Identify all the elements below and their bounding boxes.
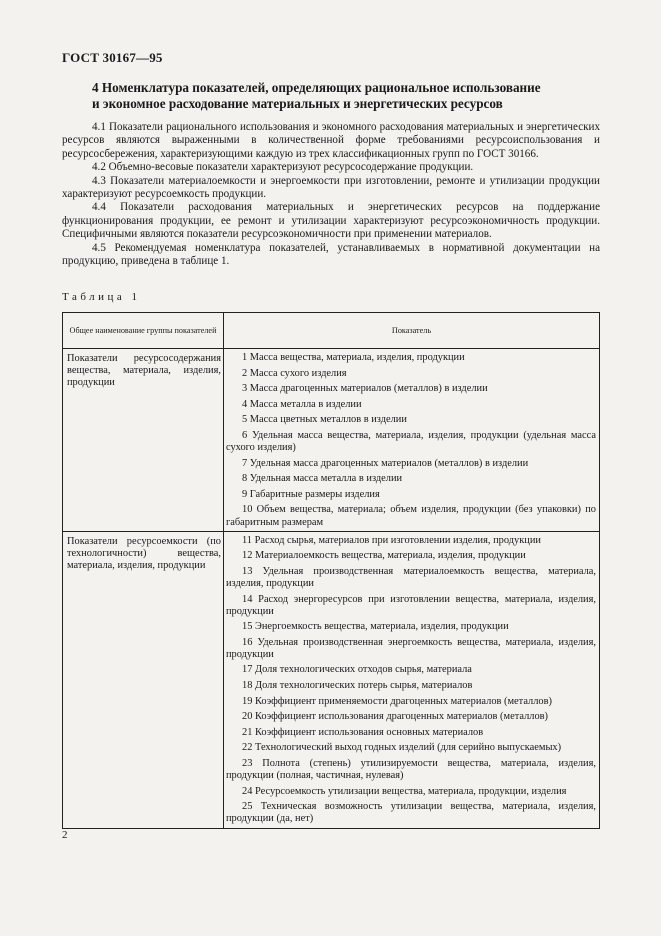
- page-number: 2: [62, 829, 68, 841]
- indicator-item: 16 Удельная производственная энергоемкость вещества, материала, изделия, продукции: [226, 636, 596, 660]
- section-title-line-1: 4 Номенклатура показателей, определяющих рациональное использование: [92, 80, 541, 95]
- indicator-item: 6 Удельная масса вещества, материала, изделия, продукции (удельная масса сухого изделия): [226, 429, 596, 454]
- indicator-item: 25 Техническая возможность утилизации вещества, материала, изделия, продукции (да, нет): [226, 801, 596, 825]
- indicator-list-cell: [224, 349, 600, 532]
- indicator-item: 14 Расход энергоресурсов при изготовлении вещества, материала, изделия, продукции: [226, 593, 596, 617]
- body-text: [62, 121, 600, 268]
- indicator-item: 5 Масса цветных металлов в изделии: [242, 414, 407, 426]
- paragraph-4-4: 4.4 Показатели расходования материальных и энергетических ресурсов на поддержание функционирования продукции, ее ремонт и утилизации характеризуют ресурсоэкономичность продукции. Специфичными являются показатели ресурсоэкономичности при применении материалов.: [62, 201, 600, 241]
- paragraph-4-2: 4.2 Объемно-весовые показатели характеризуют ресурсосодержание продукции.: [92, 161, 474, 174]
- table-row: [63, 531, 600, 828]
- indicator-item: 9 Габаритные размеры изделия: [242, 488, 380, 500]
- indicator-item: 18 Доля технологических потерь сырья, материалов: [242, 680, 473, 692]
- header-indicator: Показатель: [224, 313, 600, 349]
- indicators-table: [62, 312, 600, 829]
- indicator-item: 24 Ресурсоемкость утилизации вещества, материала, продукции, изделия: [242, 785, 567, 797]
- indicator-item: 1 Масса вещества, материала, изделия, продукции: [242, 352, 465, 363]
- indicator-item: 17 Доля технологических отходов сырья, материала: [242, 664, 472, 676]
- section-title-line-2: и экономное расходование материальных и энергетических ресурсов: [92, 96, 503, 111]
- indicator-item: 13 Удельная производственная материалоемкость вещества, материала, изделия, продукции: [226, 565, 596, 589]
- doc-header: ГОСТ 30167—95: [62, 50, 163, 65]
- indicator-item: 19 Коэффициент применяемости драгоценных материалов (металлов): [242, 695, 552, 707]
- indicator-item: 21 Коэффициент использования основных материалов: [242, 726, 484, 738]
- paragraph-4-1: 4.1 Показатели рационального использования и экономного расходования материальных и энергетических ресурсов являются выраженными в количественной форме требованиями ресурсоиспользования и ресурсосбережения, характеризующими каждую из трех классификационных групп по ГОСТ 30166.: [62, 121, 600, 160]
- indicator-item: 8 Удельная масса металла в изделии: [242, 473, 403, 485]
- indicator-item: 10 Объем вещества, материала; объем изделия, продукции (без упаковки) по габаритным размерам: [226, 504, 596, 528]
- table-header-row: [63, 313, 600, 349]
- group-name-cell: [63, 349, 224, 532]
- table-caption: Таблица 1: [62, 291, 141, 303]
- section-title: [92, 80, 612, 112]
- indicator-item: 22 Технологический выход годных изделий (для серийно выпускаемых): [242, 742, 562, 754]
- indicator-item: 4 Масса металла в изделии: [242, 398, 362, 410]
- group-name-cell: [63, 531, 224, 828]
- indicator-item: 20 Коэффициент использования драгоценных материалов (металлов): [242, 711, 549, 723]
- indicator-list-cell: [224, 531, 600, 828]
- paragraph-4-3: 4.3 Показатели материалоемкости и энергоемкости при изготовлении, ремонте и утилизации продукции характеризуют ресурсоемкость продукции.: [62, 174, 600, 201]
- indicator-item: 12 Материалоемкость вещества, материала, изделия, продукции: [242, 550, 526, 562]
- header-group-name: Общее наименование группы показателей: [63, 313, 224, 349]
- indicator-item: 7 Удельная масса драгоценных материалов (металлов) в изделии: [242, 457, 529, 469]
- indicator-item: 3 Масса драгоценных материалов (металлов) в изделии: [242, 383, 488, 395]
- indicator-item: 2 Масса сухого изделия: [242, 367, 347, 379]
- indicator-item: 15 Энергоемкость вещества, материала, изделия, продукции: [242, 621, 509, 633]
- indicator-item: 11 Расход сырья, материалов при изготовлении изделия, продукции: [242, 534, 541, 546]
- group-name: Показатели ресурсоемкости (по технологичности) вещества, материала, изделия, продукции: [67, 535, 221, 572]
- table-row: [63, 349, 600, 532]
- indicator-item: 23 Полнота (степень) утилизируемости вещества, материала, изделия, продукции (полная, частичная, нулевая): [226, 758, 596, 782]
- group-name: Показатели ресурсосодержания вещества, материала, изделия, продукции: [67, 353, 221, 389]
- paragraph-4-5: 4.5 Рекомендуемая номенклатура показателей, устанавливаемых в нормативной документации на продукцию, приведена в таблице 1.: [62, 241, 600, 268]
